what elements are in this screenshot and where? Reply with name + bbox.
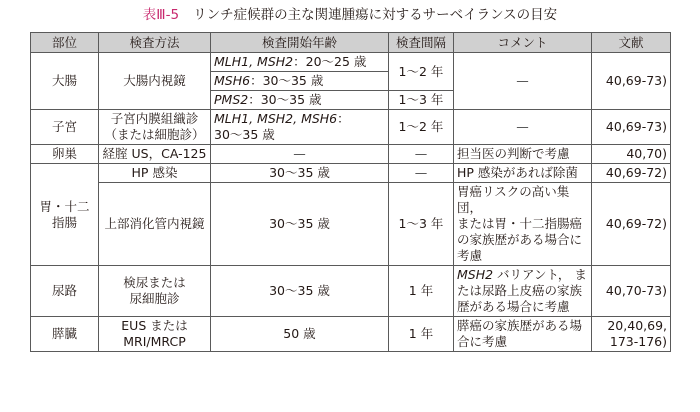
- reference-cell: 40,69-72): [592, 164, 671, 183]
- age-colon: ：: [337, 111, 350, 126]
- age-value: ：20〜25 歳: [293, 54, 367, 69]
- method-cell: 上部消化管内視鏡: [99, 183, 211, 266]
- site-cell: 膵臓: [31, 317, 99, 352]
- reference-cell: 40,69-73): [592, 53, 671, 110]
- site-cell: 子宮: [31, 110, 99, 145]
- age-value: 30〜35 歳: [214, 127, 275, 142]
- start-age-cell: —: [211, 145, 389, 164]
- table-row: [31, 266, 671, 317]
- comment-cell: [454, 266, 592, 317]
- method-line: EUS または: [121, 318, 188, 333]
- comment-cell: —: [454, 53, 592, 110]
- reference-cell: 40,69-73): [592, 110, 671, 145]
- method-line: 子宮内膜組織診: [110, 111, 199, 126]
- start-age-cell: 30〜35 歳: [211, 266, 389, 317]
- start-age-cell: 30〜35 歳: [211, 183, 389, 266]
- surveillance-table: [30, 32, 671, 352]
- comment-cell: [454, 317, 592, 352]
- header-interval: 検査間隔: [389, 33, 454, 53]
- table-row: [31, 317, 671, 352]
- comment-line: たは尿路上皮癌の家族: [457, 283, 583, 298]
- method-cell: HP 感染: [99, 164, 211, 183]
- table-caption: [0, 6, 700, 24]
- comment-line: 膵癌の家族歴がある場: [457, 318, 583, 333]
- interval-cell: 1〜3 年: [389, 91, 454, 110]
- reference-line: 20,40,69,: [607, 318, 667, 333]
- start-age-cell: [211, 53, 389, 72]
- header-comment: コメント: [454, 33, 592, 53]
- method-line: MRI/MRCP: [123, 334, 186, 349]
- start-age-cell: 30〜35 歳: [211, 164, 389, 183]
- interval-cell: —: [389, 145, 454, 164]
- site-cell: 大腸: [31, 53, 99, 110]
- method-cell: [99, 266, 211, 317]
- comment-line: 考慮: [457, 248, 483, 263]
- reference-line: 173-176): [609, 334, 667, 349]
- comment-line: または胃・十二指腸癌: [457, 216, 583, 231]
- reference-cell: [592, 317, 671, 352]
- comment-cell: —: [454, 110, 592, 145]
- site-cell: [31, 164, 99, 266]
- comment-cell: [454, 183, 592, 266]
- site-cell: 卵巣: [31, 145, 99, 164]
- comment-line: 胃癌リスクの高い集団，: [457, 184, 570, 215]
- start-age-cell: [211, 91, 389, 110]
- interval-cell: 1 年: [389, 317, 454, 352]
- interval-cell: 1〜2 年: [389, 53, 454, 91]
- interval-cell: —: [389, 164, 454, 183]
- table-row: [31, 183, 671, 266]
- header-site: 部位: [31, 33, 99, 53]
- comment-line: 合に考慮: [457, 334, 508, 349]
- start-age-cell: 50 歳: [211, 317, 389, 352]
- interval-cell: 1〜3 年: [389, 183, 454, 266]
- reference-cell: 40,70): [592, 145, 671, 164]
- header-row: [31, 33, 671, 53]
- table-row: [31, 164, 671, 183]
- gene-name: PMS2: [214, 92, 249, 107]
- gene-name: MLH1, MSH2, MSH6: [214, 111, 338, 126]
- site-line: 指腸: [51, 214, 77, 230]
- comment-line: 歴がある場合に考慮: [457, 299, 570, 314]
- start-age-cell: [211, 72, 389, 91]
- site-line: 胃・十二: [39, 198, 90, 214]
- age-value: ：30〜35 歳: [248, 92, 322, 107]
- table-row: [31, 53, 671, 72]
- table-row: [31, 145, 671, 164]
- comment-line: の家族歴がある場合に: [457, 232, 583, 247]
- comment-cell: 担当医の判断で考慮: [454, 145, 592, 164]
- method-line: 尿細胞診: [129, 291, 180, 306]
- method-cell: [99, 317, 211, 352]
- table-row: [31, 110, 671, 145]
- method-cell: [99, 110, 211, 145]
- site-cell: 尿路: [31, 266, 99, 317]
- reference-cell: 40,70-73): [592, 266, 671, 317]
- comment-text: バリアント， ま: [493, 267, 587, 282]
- header-method: 検査方法: [99, 33, 211, 53]
- gene-name: MLH1, MSH2: [214, 54, 294, 69]
- method-cell: 経腟 US，CA-125: [99, 145, 211, 164]
- header-reference: 文献: [592, 33, 671, 53]
- start-age-cell: [211, 110, 389, 145]
- table-title: リンチ症候群の主な関連腫瘍に対するサーベイランスの目安: [193, 7, 558, 23]
- method-line: 検尿または: [123, 275, 186, 290]
- method-cell: 大腸内視鏡: [99, 53, 211, 110]
- interval-cell: 1 年: [389, 266, 454, 317]
- table-number: 表Ⅲ-5: [142, 7, 180, 23]
- age-value: ：30〜35 歳: [250, 73, 324, 88]
- method-line: （または細胞診）: [104, 127, 205, 142]
- interval-cell: 1〜2 年: [389, 110, 454, 145]
- header-start-age: 検査開始年齢: [211, 33, 389, 53]
- reference-cell: 40,69-72): [592, 183, 671, 266]
- comment-cell: HP 感染があれば除菌: [454, 164, 592, 183]
- gene-name: MSH2: [457, 267, 494, 282]
- gene-name: MSH6: [214, 73, 251, 88]
